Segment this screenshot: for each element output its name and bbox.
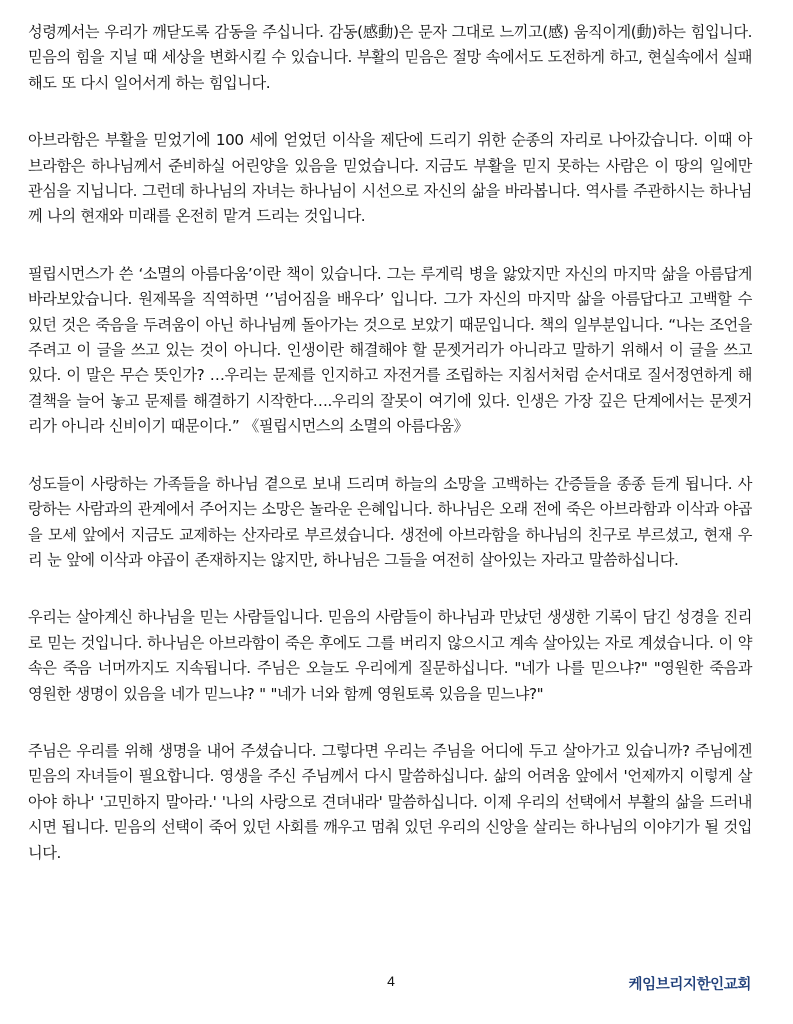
document-body	[28, 20, 752, 898]
paragraph-holy-spirit: 성령께서는 우리가 깨닫도록 감동을 주십니다. 감동(感動)은 문자 그대로 느끼고(感) 움직이게(動)하는 힘입니다. 믿음의 힘을 지닐 때 세상을 변화시킬 수 있습니다. 부활의 믿음은 절망 속에서도 도전하게 하고, 현실속에서 실패해도 또 다시 일어서게 하는 힘입니다.	[28, 23, 752, 92]
paragraph-philip-simmons: 필립시먼스가 쓴 ‘소멸의 아름다움’이란 책이 있습니다. 그는 루게릭 병을 앓았지만 자신의 마지막 삶을 아름답게 바라보았습니다. 원제목을 직역하면 ‘’넘어짐을 배우다’ 입니다. 그가 자신의 마지막 삶을 아름답다고 고백할 수 있던 것은 죽음을 두려움이 아닌 하나님께 돌아가는 것으로 보았기 때문입니다. 책의 일부분입니다. “나는 조언을 주려고 이 글을 쓰고 있는 것이 아니다. 인생이란 해결해야 할 문젯거리가 아니라고 말하기 위해서 이 글을 쓰고 있다. 이 말은 무슨 뜻인가? …우리는 문제를 인지하고 자전거를 조립하는 지침서처럼 순서대로 질서정연하게 해결책을 늘어 놓고 문제를 해결하기 시작한다….우리의 잘못이 여기에 있다. 인생은 가장 깊은 단계에서는 문젯거리가 아니라 신비이기 때문이다.” 《필립시먼스의 소멸의 아름다움》	[28, 264, 752, 436]
paragraph-saints-hope: 성도들이 사랑하는 가족들을 하나님 곁으로 보내 드리며 하늘의 소망을 고백하는 간증들을 종종 듣게 됩니다. 사랑하는 사람과의 관계에서 주어지는 소망은 놀라운 은혜입니다. 하나님은 오래 전에 죽은 아브라함과 이삭과 야곱을 모세 앞에서 지금도 교제하는 산자라로 부르셨습니다. 생전에 아브라함을 하나님의 친구로 부르셨고, 현재 우리 눈 앞에 이삭과 야곱이 존재하지는 않지만, 하나님은 그들을 여전히 살아있는 자라고 말씀하십니다.	[28, 474, 752, 569]
paragraph-living-god: 우리는 살아계신 하나님을 믿는 사람들입니다. 믿음의 사람들이 하나님과 만났던 생생한 기록이 담긴 성경을 진리로 믿는 것입니다. 하나님은 아브라함이 죽은 후에도 그를 버리지 않으시고 계속 살아있는 자로 계셨습니다. 이 약속은 죽음 너머까지도 지속됩니다. 주님은 오늘도 우리에게 질문하십니다. "네가 나를 믿으냐?" "영원한 죽음과 영원한 생명이 있음을 네가 믿느냐? " "네가 너와 함께 영원토록 있음을 믿느냐?"	[28, 608, 752, 703]
paragraph-our-choice: 주님은 우리를 위해 생명을 내어 주셨습니다. 그렇다면 우리는 주님을 어디에 두고 살아가고 있습니까? 주님에겐 믿음의 자녀들이 필요합니다. 영생을 주신 주님께서 다시 말씀하십니다. 삶의 어려움 앞에서 '언제까지 이렇게 살아야 하나' '고민하지 말아라.' '나의 사랑으로 견뎌내라' 말씀하십니다. 이제 우리의 선택에서 부활의 삶을 드러내시면 됩니다. 믿음의 선택이 죽어 있던 사회를 깨우고 멈춰 있던 우리의 신앙을 살리는 하나님의 이야기가 될 것입니다.	[28, 741, 752, 862]
church-name: 케임브리지한인교회	[628, 977, 751, 993]
paragraph-abraham-faith: 아브라함은 부활을 믿었기에 100 세에 얻었던 이삭을 제단에 드리기 위한 순종의 자리로 나아갔습니다. 이때 아브라함은 하나님께서 준비하실 어린양을 있음을 믿었습니다. 지금도 부활을 믿지 못하는 사람은 이 땅의 일에만 관심을 지닙니다. 그런데 하나님의 자녀는 하나님이 시선으로 자신의 삶을 바라봅니다. 역사를 주관하시는 하나님께 나의 현재와 미래를 온전히 맡겨 드리는 것입니다.	[28, 131, 752, 226]
page-number: 4	[387, 973, 395, 989]
